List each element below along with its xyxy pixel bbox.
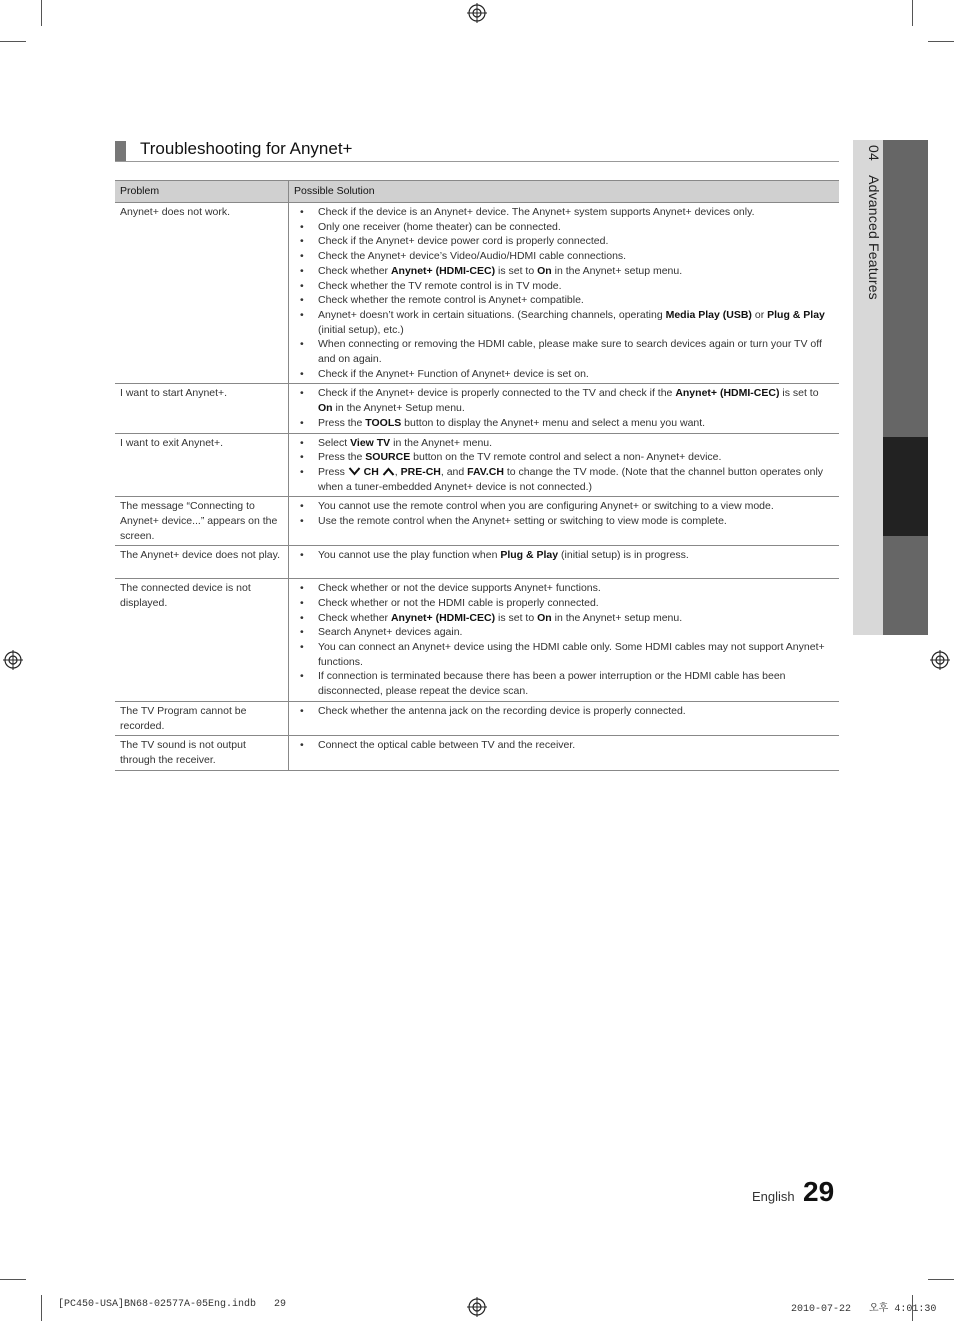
solution-list [294,499,834,528]
solution-text: Check whether or not the HDMI cable is properly connected. [318,596,599,609]
solution-item [294,416,834,431]
emphasized-term: Anynet+ (HDMI-CEC) [390,611,496,624]
solution-text: is set to [495,611,538,624]
solution-cell [289,497,840,546]
solution-cell [289,384,840,433]
solution-text: is set to [495,264,538,277]
emphasized-term: On [537,611,552,624]
chevron-up-icon [382,467,395,476]
table-row [115,546,839,579]
solution-text: to change the TV mode. (Note that the channel button operates only when a tuner-embedded Anynet+ device is not connected.) [318,465,824,493]
solution-item [294,205,834,220]
solution-cell [289,579,840,702]
solution-item [294,279,834,294]
solution-cell [289,736,840,770]
solution-text: You cannot use the remote control when you are configuring Anynet+ or switching to a view mode. [318,500,774,513]
emphasized-term: Media Play (USB) [665,308,752,321]
crop-mark [928,41,954,42]
solution-text: , [394,465,401,478]
solution-text: When connecting or removing the HDMI cable, please make sure to search devices again or turn your TV off and on again. [318,338,822,366]
solution-item [294,669,834,698]
solution-text: Check if the Anynet+ Function of Anynet+ device is set on. [318,367,589,380]
solution-cell [289,701,840,735]
crop-mark [41,0,42,26]
solution-text: Press [318,465,348,478]
solution-text: You cannot use the play function when [318,549,501,562]
solution-cell [289,546,840,579]
emphasized-term: CH [360,465,382,478]
solution-text: is set to [779,387,819,400]
problem-cell: The Anynet+ device does not play. [115,546,289,579]
solution-item [294,264,834,279]
solution-cell [289,203,840,384]
solution-text: or [751,308,768,321]
emphasized-term: On [318,402,333,415]
registration-mark-icon [930,650,950,670]
solution-item [294,220,834,235]
table-header-row [115,181,839,203]
section-number: 04 [866,145,882,161]
chevron-down-icon [348,467,361,476]
problem-cell: I want to exit Anynet+. [115,433,289,497]
solution-text: Only one receiver (home theater) can be connected. [318,220,561,233]
table-row [115,579,839,702]
registration-mark-icon [467,3,487,23]
crop-mark [0,1279,26,1280]
solution-text: (initial setup) is in progress. [558,549,689,562]
emphasized-term: View TV [350,436,391,449]
emphasized-term: Anynet+ (HDMI-CEC) [675,387,780,400]
solution-text: Check whether or not the device supports Anynet+ functions. [318,582,601,595]
solution-item [294,367,834,382]
crop-mark [912,0,913,26]
solution-text: Check whether [318,611,391,624]
solution-item [294,581,834,596]
emphasized-term: TOOLS [365,416,402,429]
table-row [115,433,839,497]
heading-rule [115,161,839,162]
solution-text: in the Anynet+ menu. [390,436,493,449]
solution-text: (initial setup), etc.) [318,323,404,336]
side-tab-block [883,536,928,635]
solution-text: Check the Anynet+ device’s Video/Audio/HDMI cable connections. [318,250,627,263]
solution-list [294,581,834,699]
solution-text: Press the [318,416,366,429]
solution-list [294,738,834,753]
solution-item [294,386,834,415]
emphasized-term: Anynet+ (HDMI-CEC) [390,264,496,277]
footer-language: English [752,1189,795,1204]
problem-cell: Anynet+ does not work. [115,203,289,384]
solution-item [294,337,834,366]
table-body [115,203,839,771]
problem-cell: I want to start Anynet+. [115,384,289,433]
solution-text: Anynet+ doesn’t work in certain situations. (Searching channels, operating [318,308,666,321]
solution-text: Check whether the remote control is Anynet+ compatible. [318,294,584,307]
problem-cell: The connected device is not displayed. [115,579,289,702]
solution-cell [289,433,840,497]
emphasized-term: Plug & Play [767,308,825,321]
page-title: Troubleshooting for Anynet+ [140,139,353,158]
solution-text: in the Anynet+ Setup menu. [332,402,465,415]
solution-text: Check if the Anynet+ device is properly connected to the TV and check if the [318,387,676,400]
solution-text: You can connect an Anynet+ device using the HDMI cable only. Some HDMI cables may not support Anynet+ functions. [318,640,825,668]
side-tab-block [883,140,928,437]
solution-text: Check whether the TV remote control is in TV mode. [318,279,562,292]
solution-text: button on the TV remote control and select a non- Anynet+ device. [410,451,722,464]
registration-mark-icon [3,650,23,670]
solution-item [294,596,834,611]
solution-text: If connection is terminated because there has been a power interruption or the HDMI cable has been disconnected, please repeat the device scan. [318,670,786,698]
solution-item [294,293,834,308]
solution-item [294,308,834,337]
side-tab-active-block [883,437,928,536]
solution-text: Press the [318,451,366,464]
table-row [115,497,839,546]
problem-cell: The TV sound is not output through the receiver. [115,736,289,770]
solution-item [294,436,834,451]
solution-item [294,234,834,249]
problem-cell: The TV Program cannot be recorded. [115,701,289,735]
solution-text: Check if the device is an Anynet+ device. The Anynet+ system supports Anynet+ devices only. [318,206,755,218]
footer-file-info: [PC450-USA]BN68-02577A-05Eng.indb 29 [58,1299,287,1310]
solution-list [294,548,834,563]
solution-text: button to display the Anynet+ menu and select a menu you want. [401,416,706,429]
heading-marker [115,141,126,162]
solution-text: Check whether the antenna jack on the recording device is properly connected. [318,704,686,717]
crop-mark [928,1279,954,1280]
emphasized-term: PRE-CH [400,465,441,478]
emphasized-term: FAV.CH [467,465,504,478]
solution-text: Search Anynet+ devices again. [318,626,463,639]
solution-text: in the Anynet+ setup menu. [551,611,683,624]
section-tab-label [856,145,882,445]
solution-list [294,205,834,381]
table-row [115,203,839,384]
problem-cell: The message “Connecting to Anynet+ device...” appears on the screen. [115,497,289,546]
solution-item [294,611,834,626]
solution-text: Use the remote control when the Anynet+ setting or switching to view mode is complete. [318,515,727,528]
solution-item [294,738,834,753]
table-row [115,736,839,770]
emphasized-term: On [537,264,552,277]
solution-item [294,465,834,494]
emphasized-term: Plug & Play [500,549,559,562]
section-title: Advanced Features [866,175,882,300]
troubleshooting-table [115,180,839,771]
solution-item [294,514,834,529]
solution-list [294,436,834,495]
solution-text: Check whether [318,264,391,277]
column-header-solution: Possible Solution [289,181,840,203]
solution-text: , and [440,465,468,478]
solution-text: Select [318,436,351,449]
solution-text: Connect the optical cable between TV and the receiver. [318,739,576,752]
solution-list [294,386,834,430]
solution-item [294,548,834,563]
footer-timestamp: 2010-07-22 오후 4:01:30 [791,1304,937,1315]
column-header-problem: Problem [115,181,289,203]
page-number: 29 [803,1176,835,1207]
solution-item [294,625,834,640]
solution-item [294,249,834,264]
crop-mark [41,1295,42,1321]
solution-text: Check if the Anynet+ device power cord is properly connected. [318,235,609,248]
solution-item [294,450,834,465]
solution-item [294,640,834,669]
solution-text: in the Anynet+ setup menu. [551,264,683,277]
solution-item [294,704,834,719]
solution-item [294,499,834,514]
emphasized-term: SOURCE [365,451,411,464]
crop-mark [0,41,26,42]
solution-list [294,704,834,719]
table-row [115,701,839,735]
registration-mark-icon [467,1297,487,1317]
table-row [115,384,839,433]
